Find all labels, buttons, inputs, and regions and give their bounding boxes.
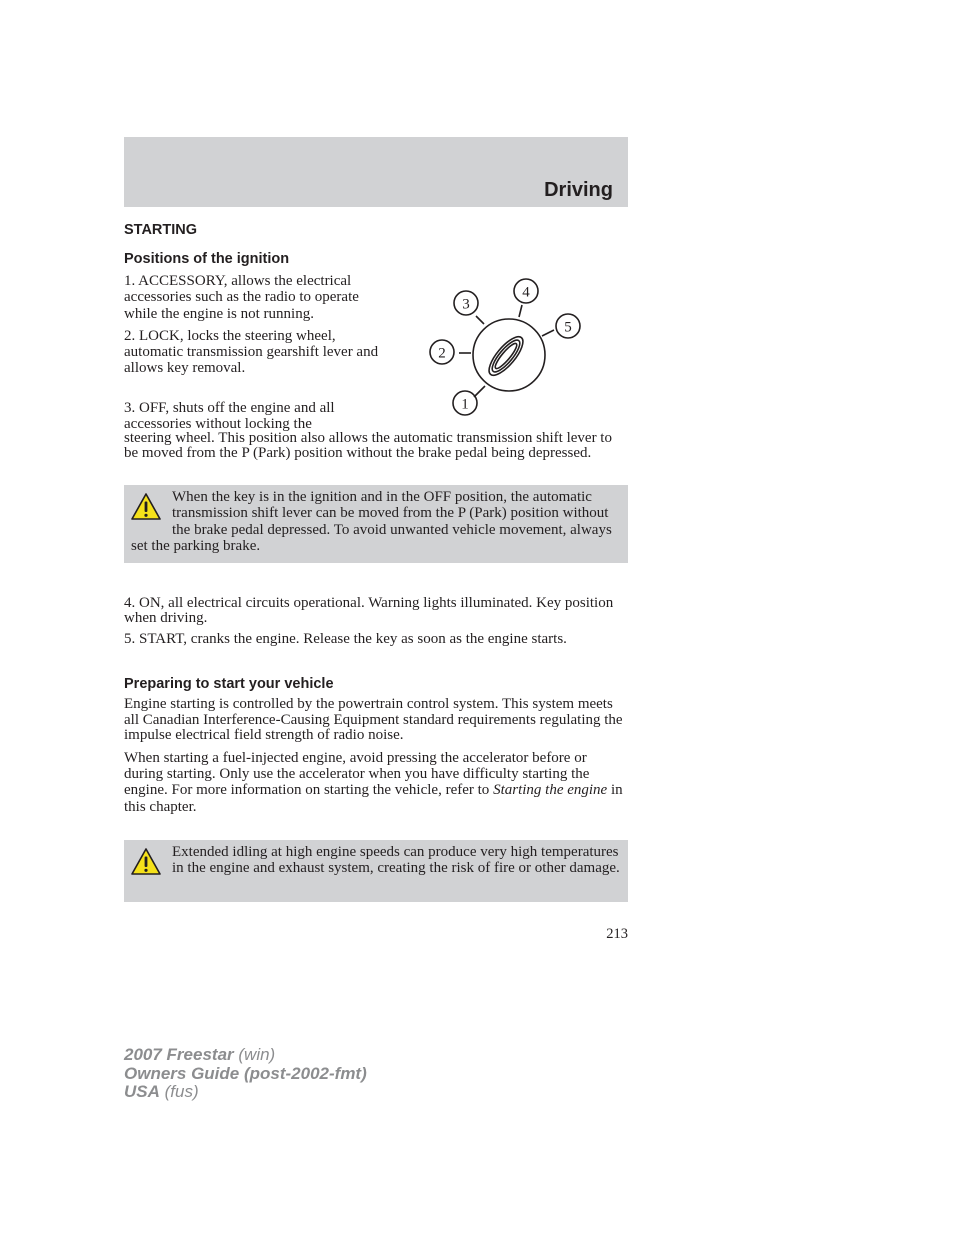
- ignition-item-off-line1: 3. OFF, shuts off the engine and all: [124, 400, 335, 416]
- document-footer: [124, 1046, 367, 1102]
- preparing-heading: Preparing to start your vehicle: [124, 676, 334, 692]
- footer-guide: Owners Guide (post-2002-fmt): [124, 1063, 367, 1083]
- tick-line-5: [542, 330, 554, 336]
- warning-box-idling: [124, 840, 628, 902]
- section-title: STARTING: [124, 222, 198, 238]
- ignition-item-start: 5. START, cranks the engine. Release the key as soon as the engine starts.: [124, 631, 567, 648]
- warning-text-parking: When the key is in the ignition and in the OFF position, the automatic transmission shift lever can be moved from the P (Park) position without the brake pedal depressed. To avoid unwanted vehicle movement, always set the parking brake.: [131, 489, 612, 554]
- warning-box-parking: [124, 485, 628, 563]
- position-label-4: 4: [522, 284, 530, 301]
- preparing-para-1: Engine starting is controlled by the powertrain control system. This system meets all Canadian Interference-Causing Equipment standard requirements regulating the impulse electrical field strength of radio noise.: [124, 696, 623, 744]
- key-slot-icon: [484, 332, 529, 380]
- footer-line-model: [124, 1046, 367, 1065]
- starting-the-engine-reference: Starting the engine: [493, 782, 608, 799]
- preparing-para-2: [124, 750, 628, 815]
- position-label-3: 3: [462, 296, 470, 313]
- chapter-header: [124, 137, 628, 207]
- ignition-items-column: [124, 273, 386, 377]
- position-label-1: 1: [461, 396, 469, 413]
- ignition-item-lock: 2. LOCK, locks the steering wheel, automatic transmission gearshift lever and allows key removal.: [124, 327, 379, 377]
- ignition-item-accessory: 1. ACCESSORY, allows the electrical accessories such as the radio to operate while the engine is not running.: [124, 273, 359, 322]
- tick-line-1: [474, 386, 485, 397]
- preparing-para-2-after: in this chapter.: [124, 782, 623, 815]
- chapter-title: Driving: [544, 179, 613, 201]
- page-number: 213: [606, 926, 628, 942]
- ignition-heading: Positions of the ignition: [124, 251, 290, 267]
- ignition-item-off-line2: accessories without locking the: [124, 415, 312, 432]
- position-label-2: 2: [438, 345, 446, 362]
- ignition-cylinder: [473, 319, 545, 391]
- footer-model-code: (win): [238, 1045, 276, 1064]
- warning-text-idling: Extended idling at high engine speeds can produce very high temperatures in the engine and exhaust system, creating the risk of fire or other damage.: [172, 844, 620, 877]
- ignition-diagram: [426, 276, 588, 422]
- ignition-item-off-rest: steering wheel. This position also allows the automatic transmission shift lever to be moved from the P (Park) position without the brake pedal being depressed.: [124, 429, 612, 461]
- footer-model: 2007 Freestar: [124, 1045, 234, 1064]
- footer-line-market: [124, 1083, 367, 1102]
- warning-triangle-icon: [130, 492, 162, 522]
- footer-market-code: (fus): [164, 1082, 199, 1101]
- position-label-5: 5: [564, 319, 572, 336]
- tick-line-4: [519, 305, 522, 317]
- tick-line-3: [476, 316, 484, 324]
- warning-triangle-icon: [130, 847, 162, 877]
- ignition-items-more: [124, 596, 628, 648]
- footer-line-guide: [124, 1065, 367, 1084]
- footer-market: USA: [124, 1082, 160, 1101]
- ignition-item-on: 4. ON, all electrical circuits operational. Warning lights illuminated. Key position when driving.: [124, 595, 614, 627]
- preparing-para-2-before: When starting a fuel-injected engine, avoid pressing the accelerator before or during starting. Only use the accelerator when you have difficulty starting the engine. For more information on starting the vehicle, refer to: [124, 749, 590, 799]
- preparing-body: [124, 697, 628, 815]
